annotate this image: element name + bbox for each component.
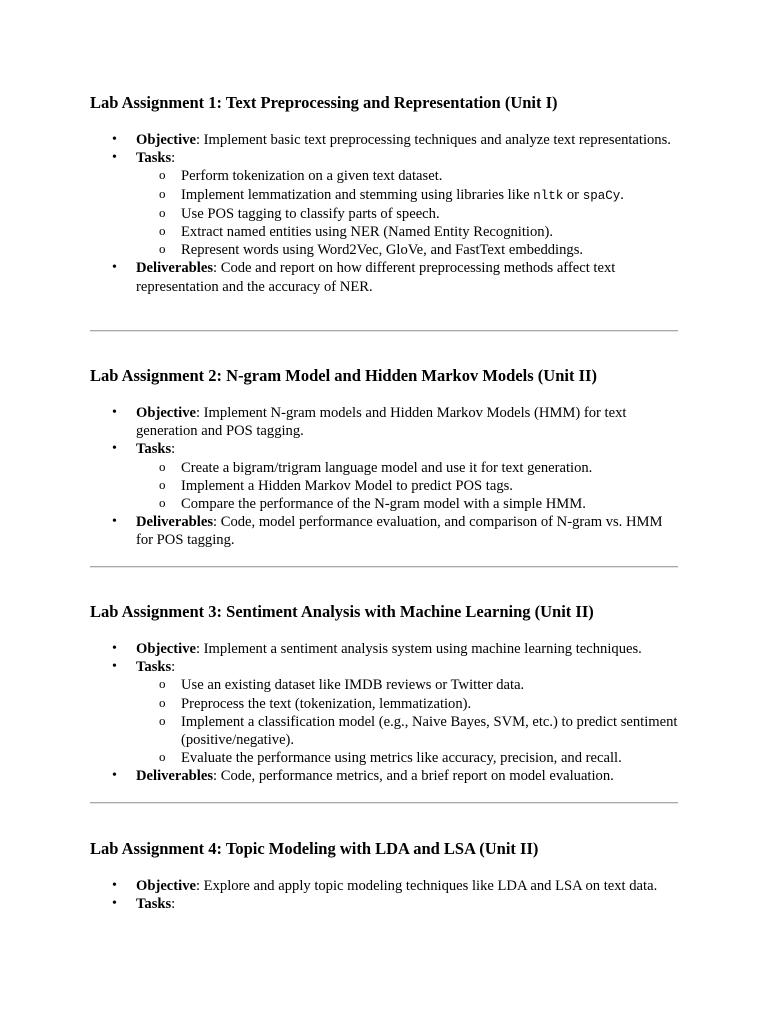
bullet-icon: • — [112, 768, 117, 784]
task-list — [136, 676, 680, 767]
task-text: Evaluate the performance using metrics like accuracy, precision, and recall. — [181, 750, 622, 767]
assignment-4-title: Lab Assignment 4: Topic Modeling with LDA and LSA (Unit II) — [90, 839, 539, 858]
bullet-icon: • — [112, 132, 117, 147]
sub-bullet-icon: o — [159, 223, 166, 239]
task-text: or — [563, 186, 583, 203]
horizontal-divider — [90, 802, 678, 804]
sub-bullet-icon: o — [159, 495, 166, 511]
bullet-icon: • — [112, 641, 117, 656]
assignment-1 — [90, 93, 680, 296]
horizontal-divider — [90, 566, 678, 568]
task-text: Create a bigram/trigram language model and use it for text generation. — [181, 459, 593, 476]
task-item — [136, 477, 680, 495]
tasks-colon: : — [171, 150, 176, 167]
task-item — [136, 695, 680, 713]
sub-bullet-icon: o — [159, 167, 166, 183]
objective-label: Objective — [136, 405, 196, 421]
task-text: Preprocess the text (tokenization, lemmatization). — [181, 695, 472, 712]
task-text: Perform tokenization on a given text dataset. — [181, 168, 443, 185]
objective-label: Objective — [136, 878, 196, 894]
task-item — [136, 167, 680, 185]
assignment-4-items — [90, 877, 680, 913]
sub-bullet-icon: o — [159, 458, 166, 474]
tasks-label: Tasks — [136, 441, 172, 458]
sub-bullet-icon: o — [159, 204, 166, 220]
assignment-4 — [90, 839, 680, 913]
objective-label: Objective — [136, 641, 196, 657]
bullet-icon: • — [112, 150, 117, 166]
task-list — [136, 459, 680, 514]
objective-item — [90, 640, 680, 658]
objective-item — [90, 131, 680, 149]
assignment-2-items — [90, 404, 680, 550]
task-item — [136, 241, 680, 259]
bullet-icon: • — [112, 514, 117, 530]
tasks-label: Tasks — [136, 896, 172, 913]
objective-item — [90, 404, 680, 440]
task-text: Represent words using Word2Vec, GloVe, and FastText embeddings. — [181, 242, 584, 259]
task-text: Extract named entities using NER (Named Entity Recognition). — [181, 224, 554, 241]
bullet-icon: • — [112, 405, 117, 420]
bullet-icon: • — [112, 260, 117, 276]
task-text: Use POS tagging to classify parts of speech. — [181, 205, 440, 222]
assignment-1-title: Lab Assignment 1: Text Preprocessing and Representation (Unit I) — [90, 93, 558, 112]
tasks-item — [90, 658, 680, 767]
task-item — [136, 459, 680, 477]
sub-bullet-icon: o — [159, 749, 166, 765]
sub-bullet-icon: o — [159, 676, 166, 692]
tasks-item — [90, 895, 680, 913]
assignment-2-title: Lab Assignment 2: N-gram Model and Hidden Markov Models (Unit II) — [90, 366, 597, 385]
assignment-3 — [90, 602, 680, 786]
deliverables-item — [90, 767, 680, 785]
sub-bullet-icon: o — [159, 694, 166, 710]
assignment-1-items — [90, 131, 680, 296]
tasks-item — [90, 440, 680, 513]
task-list — [136, 167, 680, 259]
code-nltk: nltk — [533, 188, 564, 203]
objective-text: : Implement basic text preprocessing techniques and analyze text representations. — [195, 132, 671, 148]
deliverables-text: : Code and report on how different preprocessing methods affect text representation and the accuracy of NER. — [136, 260, 616, 295]
deliverables-item — [90, 259, 680, 295]
assignment-3-items — [90, 640, 680, 786]
task-text: Compare the performance of the N-gram model with a simple HMM. — [181, 496, 586, 513]
bullet-icon: • — [112, 441, 117, 457]
task-text: . — [620, 186, 624, 203]
deliverables-item — [90, 513, 680, 549]
assignment-2 — [90, 366, 680, 550]
task-item — [136, 186, 680, 205]
sub-bullet-icon: o — [159, 476, 166, 492]
objective-text: : Implement a sentiment analysis system using machine learning techniques. — [195, 641, 642, 657]
task-text: Use an existing dataset like IMDB reviews or Twitter data. — [181, 677, 525, 694]
bullet-icon: • — [112, 878, 117, 893]
tasks-colon: : — [171, 659, 176, 676]
objective-label: Objective — [136, 132, 196, 148]
sub-bullet-icon: o — [159, 185, 166, 201]
task-item — [136, 749, 680, 767]
bullet-icon: • — [112, 659, 117, 675]
task-item — [136, 205, 680, 223]
assignment-3-title: Lab Assignment 3: Sentiment Analysis with Machine Learning (Unit II) — [90, 602, 594, 621]
task-text: Implement a Hidden Markov Model to predict POS tags. — [181, 477, 513, 494]
task-text: Implement a classification model (e.g., Naive Bayes, SVM, etc.) to predict sentiment (positive/negative). — [181, 713, 678, 749]
tasks-colon: : — [171, 896, 176, 913]
task-item — [136, 676, 680, 694]
deliverables-text: : Code, performance metrics, and a brief report on model evaluation. — [213, 768, 614, 785]
objective-text: : Explore and apply topic modeling techniques like LDA and LSA on text data. — [195, 878, 658, 894]
tasks-label: Tasks — [136, 659, 172, 676]
task-text: Implement lemmatization and stemming using libraries like — [181, 186, 534, 203]
objective-text: : Implement N-gram models and Hidden Markov Models (HMM) for text generation and POS tagging. — [136, 405, 627, 440]
tasks-colon: : — [171, 441, 176, 458]
deliverables-label: Deliverables — [136, 260, 214, 277]
deliverables-label: Deliverables — [136, 768, 214, 785]
task-item — [136, 495, 680, 513]
code-spacy: spaCy — [582, 188, 621, 203]
sub-bullet-icon: o — [159, 712, 166, 728]
bullet-icon: • — [112, 896, 117, 912]
task-item — [136, 223, 680, 241]
sub-bullet-icon: o — [159, 241, 166, 257]
tasks-label: Tasks — [136, 150, 172, 167]
tasks-item — [90, 149, 680, 259]
objective-item — [90, 877, 680, 895]
horizontal-divider — [90, 330, 678, 332]
deliverables-label: Deliverables — [136, 514, 214, 531]
deliverables-text: : Code, model performance evaluation, and comparison of N-gram vs. HMM for POS tagging. — [136, 514, 663, 549]
task-item — [136, 713, 680, 749]
